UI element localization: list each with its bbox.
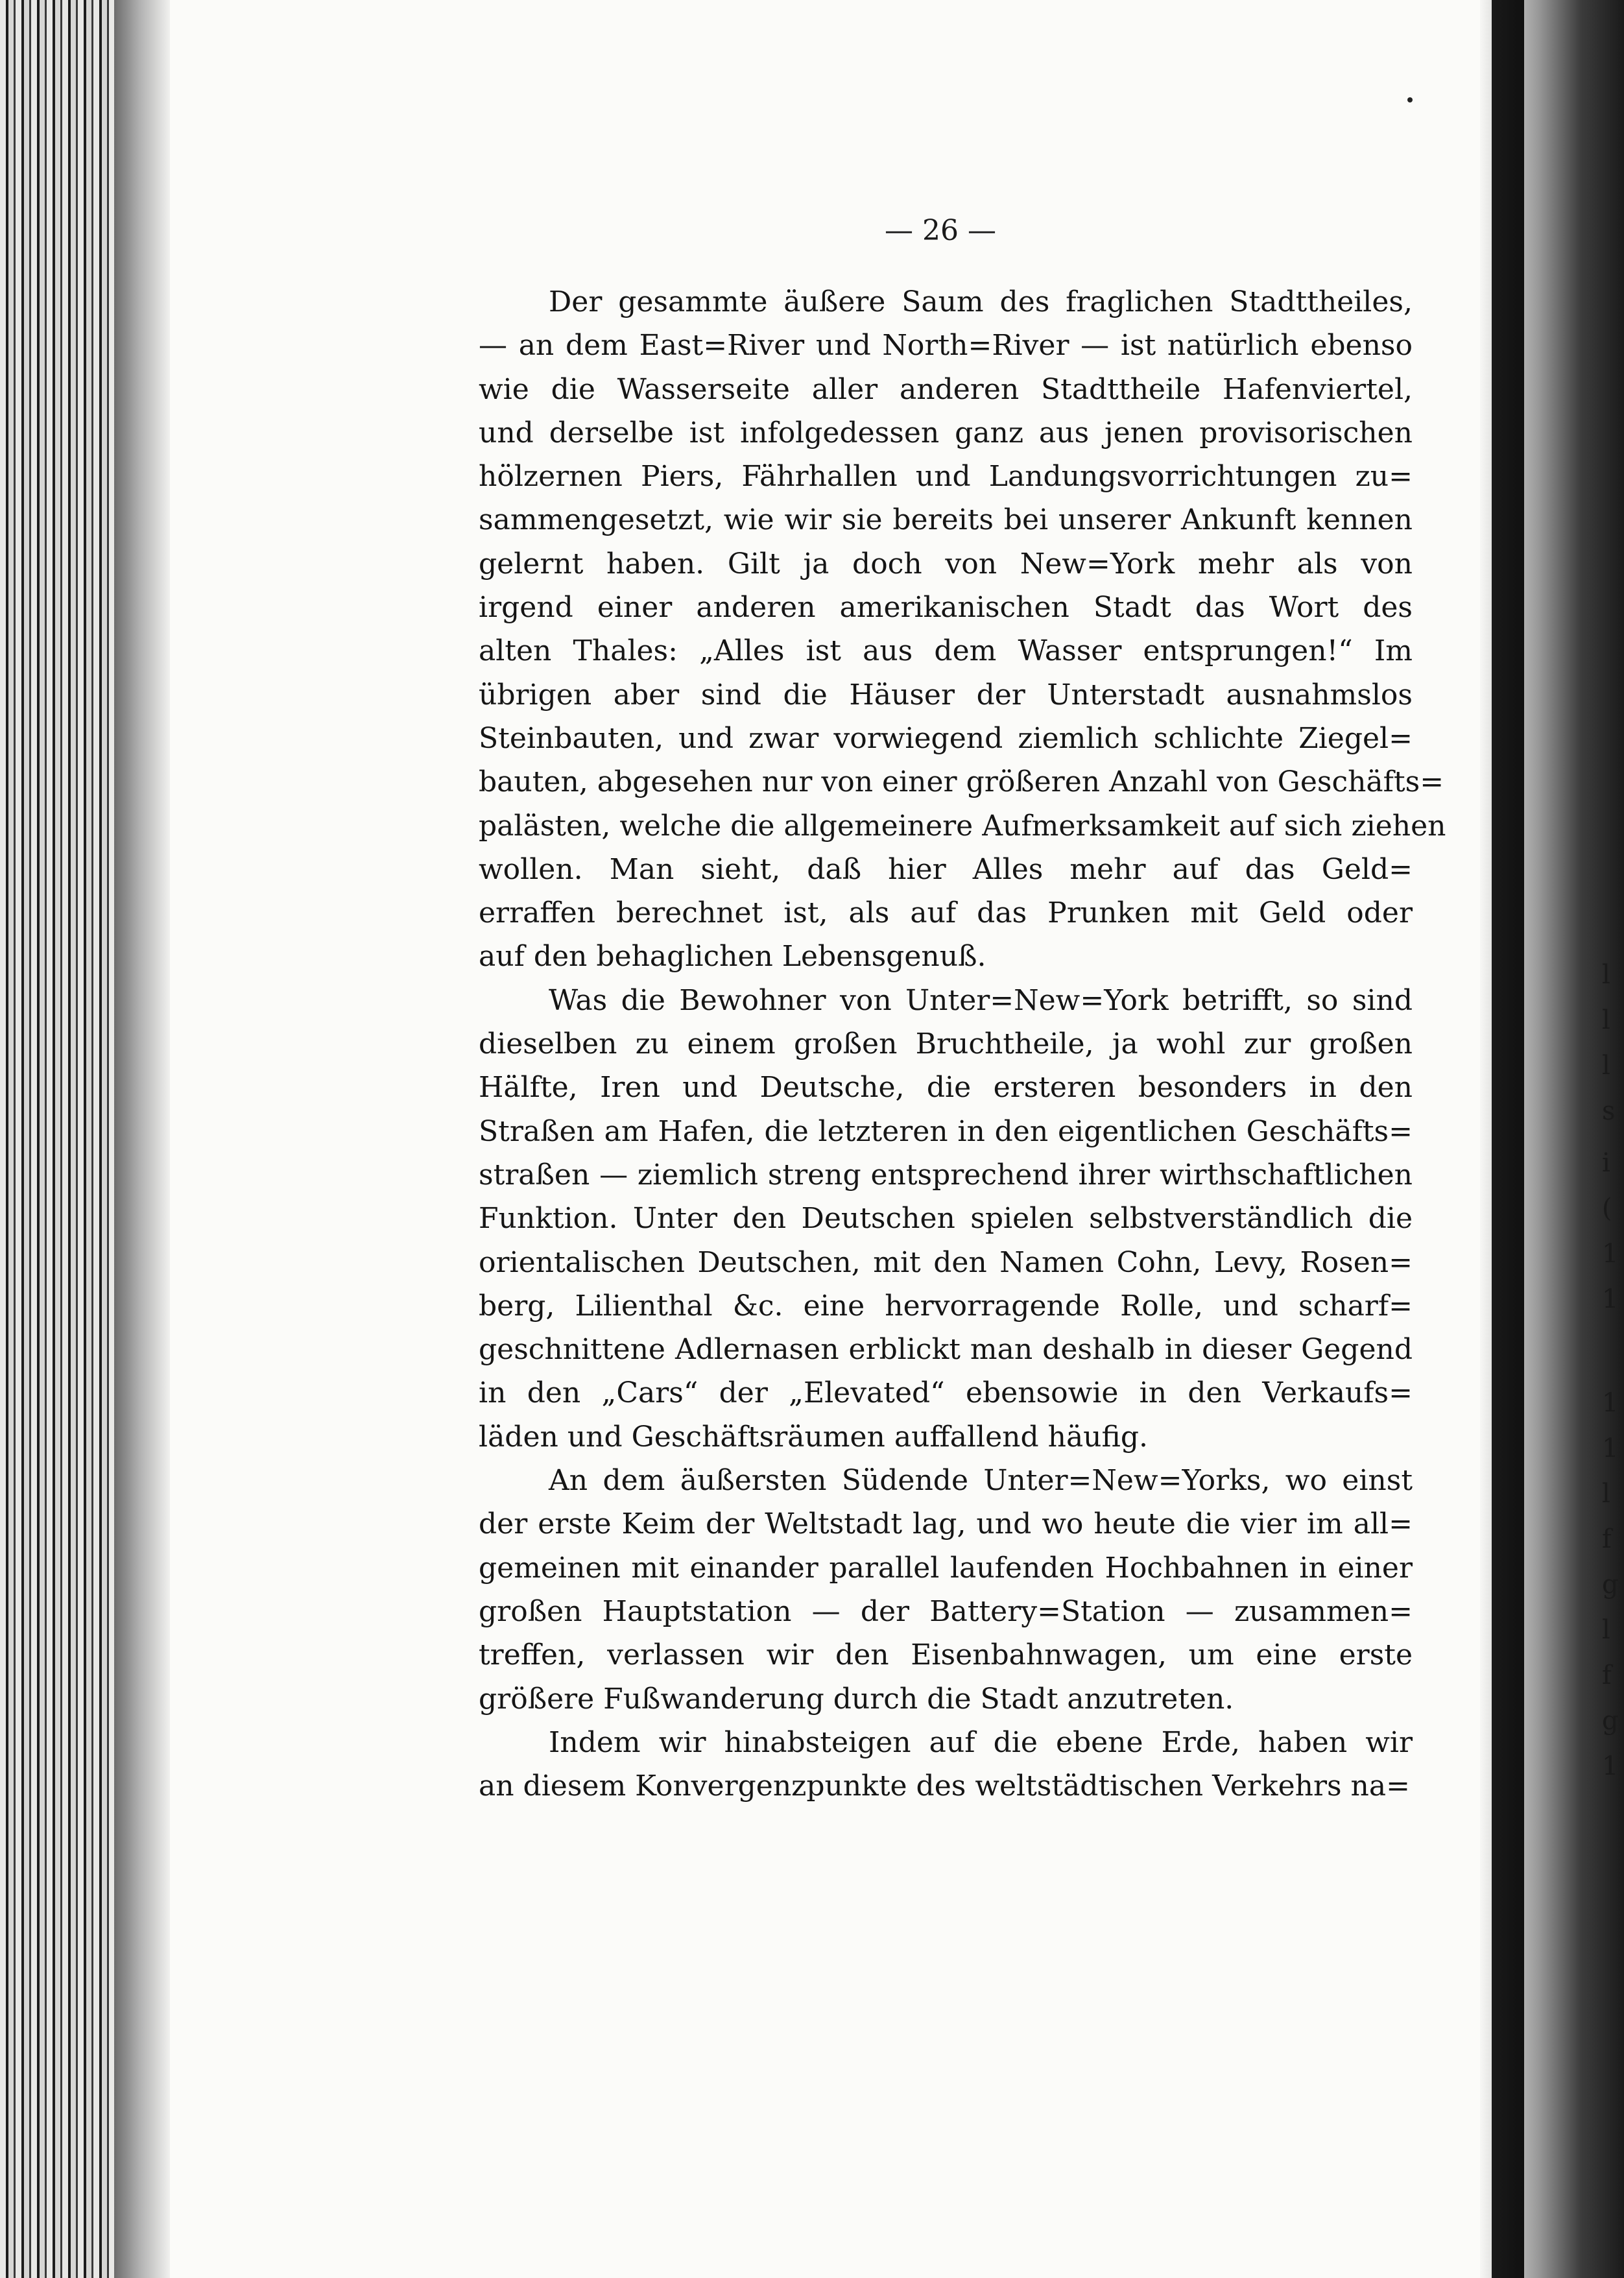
text-line: wie die Wasserseite aller anderen Stadttheile Hafenviertel, [479, 372, 1413, 406]
text-line: großen Hauptstation — der Battery=Station — zusammen= [479, 1594, 1413, 1628]
text-line: irgend einer anderen amerikanischen Stadt das Wort des [479, 591, 1413, 625]
facing-page-fragment: f [1602, 1524, 1612, 1554]
facing-page-fragment: i [1602, 1148, 1610, 1178]
facing-page-fragment: f [1602, 1661, 1612, 1690]
text-line: wollen. Man sieht, daß hier Alles mehr auf das Geld= [479, 852, 1413, 886]
text-line: straßen — ziemlich streng entsprechend ihrer wirthschaftlichen [479, 1158, 1413, 1192]
text-line: erraffen berechnet ist, als auf das Prunken mit Geld oder [479, 896, 1413, 930]
text-line: alten Thales: „Alles ist aus dem Wasser entsprungen!“ Im [479, 634, 1413, 668]
text-line: Was die Bewohner von Unter=New=York betrifft, so sind [549, 983, 1413, 1017]
facing-page-fragment: l [1602, 1005, 1610, 1035]
text-line: hölzernen Piers, Fährhallen und Landungsvorrichtungen zu= [479, 460, 1413, 494]
body-text [479, 280, 1446, 1808]
text-line: gemeinen mit einander parallel laufenden Hochbahnen in einer [479, 1551, 1413, 1585]
text-line: läden und Geschäftsräumen auffallend häufig. [479, 1420, 1149, 1454]
facing-page-fragment: g [1602, 1570, 1619, 1600]
text-line: An dem äußersten Südende Unter=New=Yorks, wo einst [549, 1464, 1413, 1498]
facing-page-fragment: 1 [1602, 1284, 1619, 1314]
facing-page-fragment: l [1602, 1051, 1610, 1081]
text-line: bauten, abgesehen nur von einer größeren Anzahl von Geschäfts= [479, 765, 1444, 799]
text-line: orientalischen Deutschen, mit den Namen Cohn, Levy, Rosen= [479, 1245, 1413, 1279]
facing-page-fragment: g [1602, 1706, 1619, 1736]
text-line: der erste Keim der Weltstadt lag, und wo heute die vier im all= [479, 1507, 1413, 1541]
text-line: gelernt haben. Gilt ja doch von New=York mehr als von [479, 547, 1413, 581]
text-line: Der gesammte äußere Saum des fraglichen Stadttheiles, [549, 285, 1413, 318]
scanner-dark-strip [1492, 0, 1524, 2278]
text-line: geschnittene Adlernasen erblickt man deshalb in dieser Gegend [479, 1333, 1413, 1367]
page-number: — 26 — [885, 214, 996, 247]
text-line: Indem wir hinabsteigen auf die ebene Erde, haben wir [549, 1725, 1413, 1759]
facing-page-fragment: s [1602, 1096, 1616, 1126]
text-line: in den „Cars“ der „Elevated“ ebensowie in den Verkaufs= [479, 1376, 1413, 1410]
text-line: palästen, welche die allgemeinere Aufmerksamkeit auf sich ziehen [479, 809, 1446, 843]
facing-page-fragment: l [1602, 960, 1610, 990]
facing-page-fragment: 1 [1602, 1433, 1619, 1463]
facing-page-fragment: 1 [1602, 1388, 1619, 1418]
text-line: übrigen aber sind die Häuser der Unterstadt ausnahmslos [479, 678, 1413, 712]
text-line: Hälfte, Iren und Deutsche, die ersteren besonders in den [479, 1071, 1413, 1105]
facing-page-fragment: l [1602, 1479, 1610, 1509]
text-line: sammengesetzt, wie wir sie bereits bei unserer Ankunft kennen [479, 503, 1413, 537]
text-line: dieselben zu einem großen Bruchtheile, ja wohl zur großen [479, 1027, 1413, 1061]
speck-mark [1407, 97, 1413, 102]
text-line: Steinbauten, und zwar vorwiegend ziemlich schlichte Ziegel= [479, 721, 1413, 755]
text-line: an diesem Konvergenzpunkte des weltstädtischen Verkehrs na= [479, 1769, 1410, 1803]
facing-page-fragments [1602, 960, 1624, 1868]
text-line: und derselbe ist infolgedessen ganz aus jenen provisorischen [479, 416, 1413, 450]
facing-page-fragment: 1 [1602, 1751, 1619, 1781]
text-line: — an dem East=River und North=River — ist natürlich ebenso [479, 329, 1413, 363]
text-line: Straßen am Hafen, die letzteren in den eigentlichen Geschäfts= [479, 1114, 1413, 1148]
gutter-shadow [114, 0, 170, 2278]
text-line: berg, Lilienthal &c. eine hervorragende Rolle, und scharf= [479, 1289, 1413, 1323]
text-line: größere Fußwanderung durch die Stadt anzutreten. [479, 1682, 1234, 1716]
text-line: Funktion. Unter den Deutschen spielen selbstverständlich die [479, 1202, 1413, 1236]
facing-page-fragment: 1 [1602, 1239, 1619, 1269]
facing-page-fragment: ( [1602, 1193, 1612, 1223]
facing-page-fragment: l [1602, 1615, 1610, 1645]
text-line: auf den behaglichen Lebensgenuß. [479, 940, 986, 974]
text-line: treffen, verlassen wir den Eisenbahnwagen, um eine erste [479, 1638, 1413, 1672]
